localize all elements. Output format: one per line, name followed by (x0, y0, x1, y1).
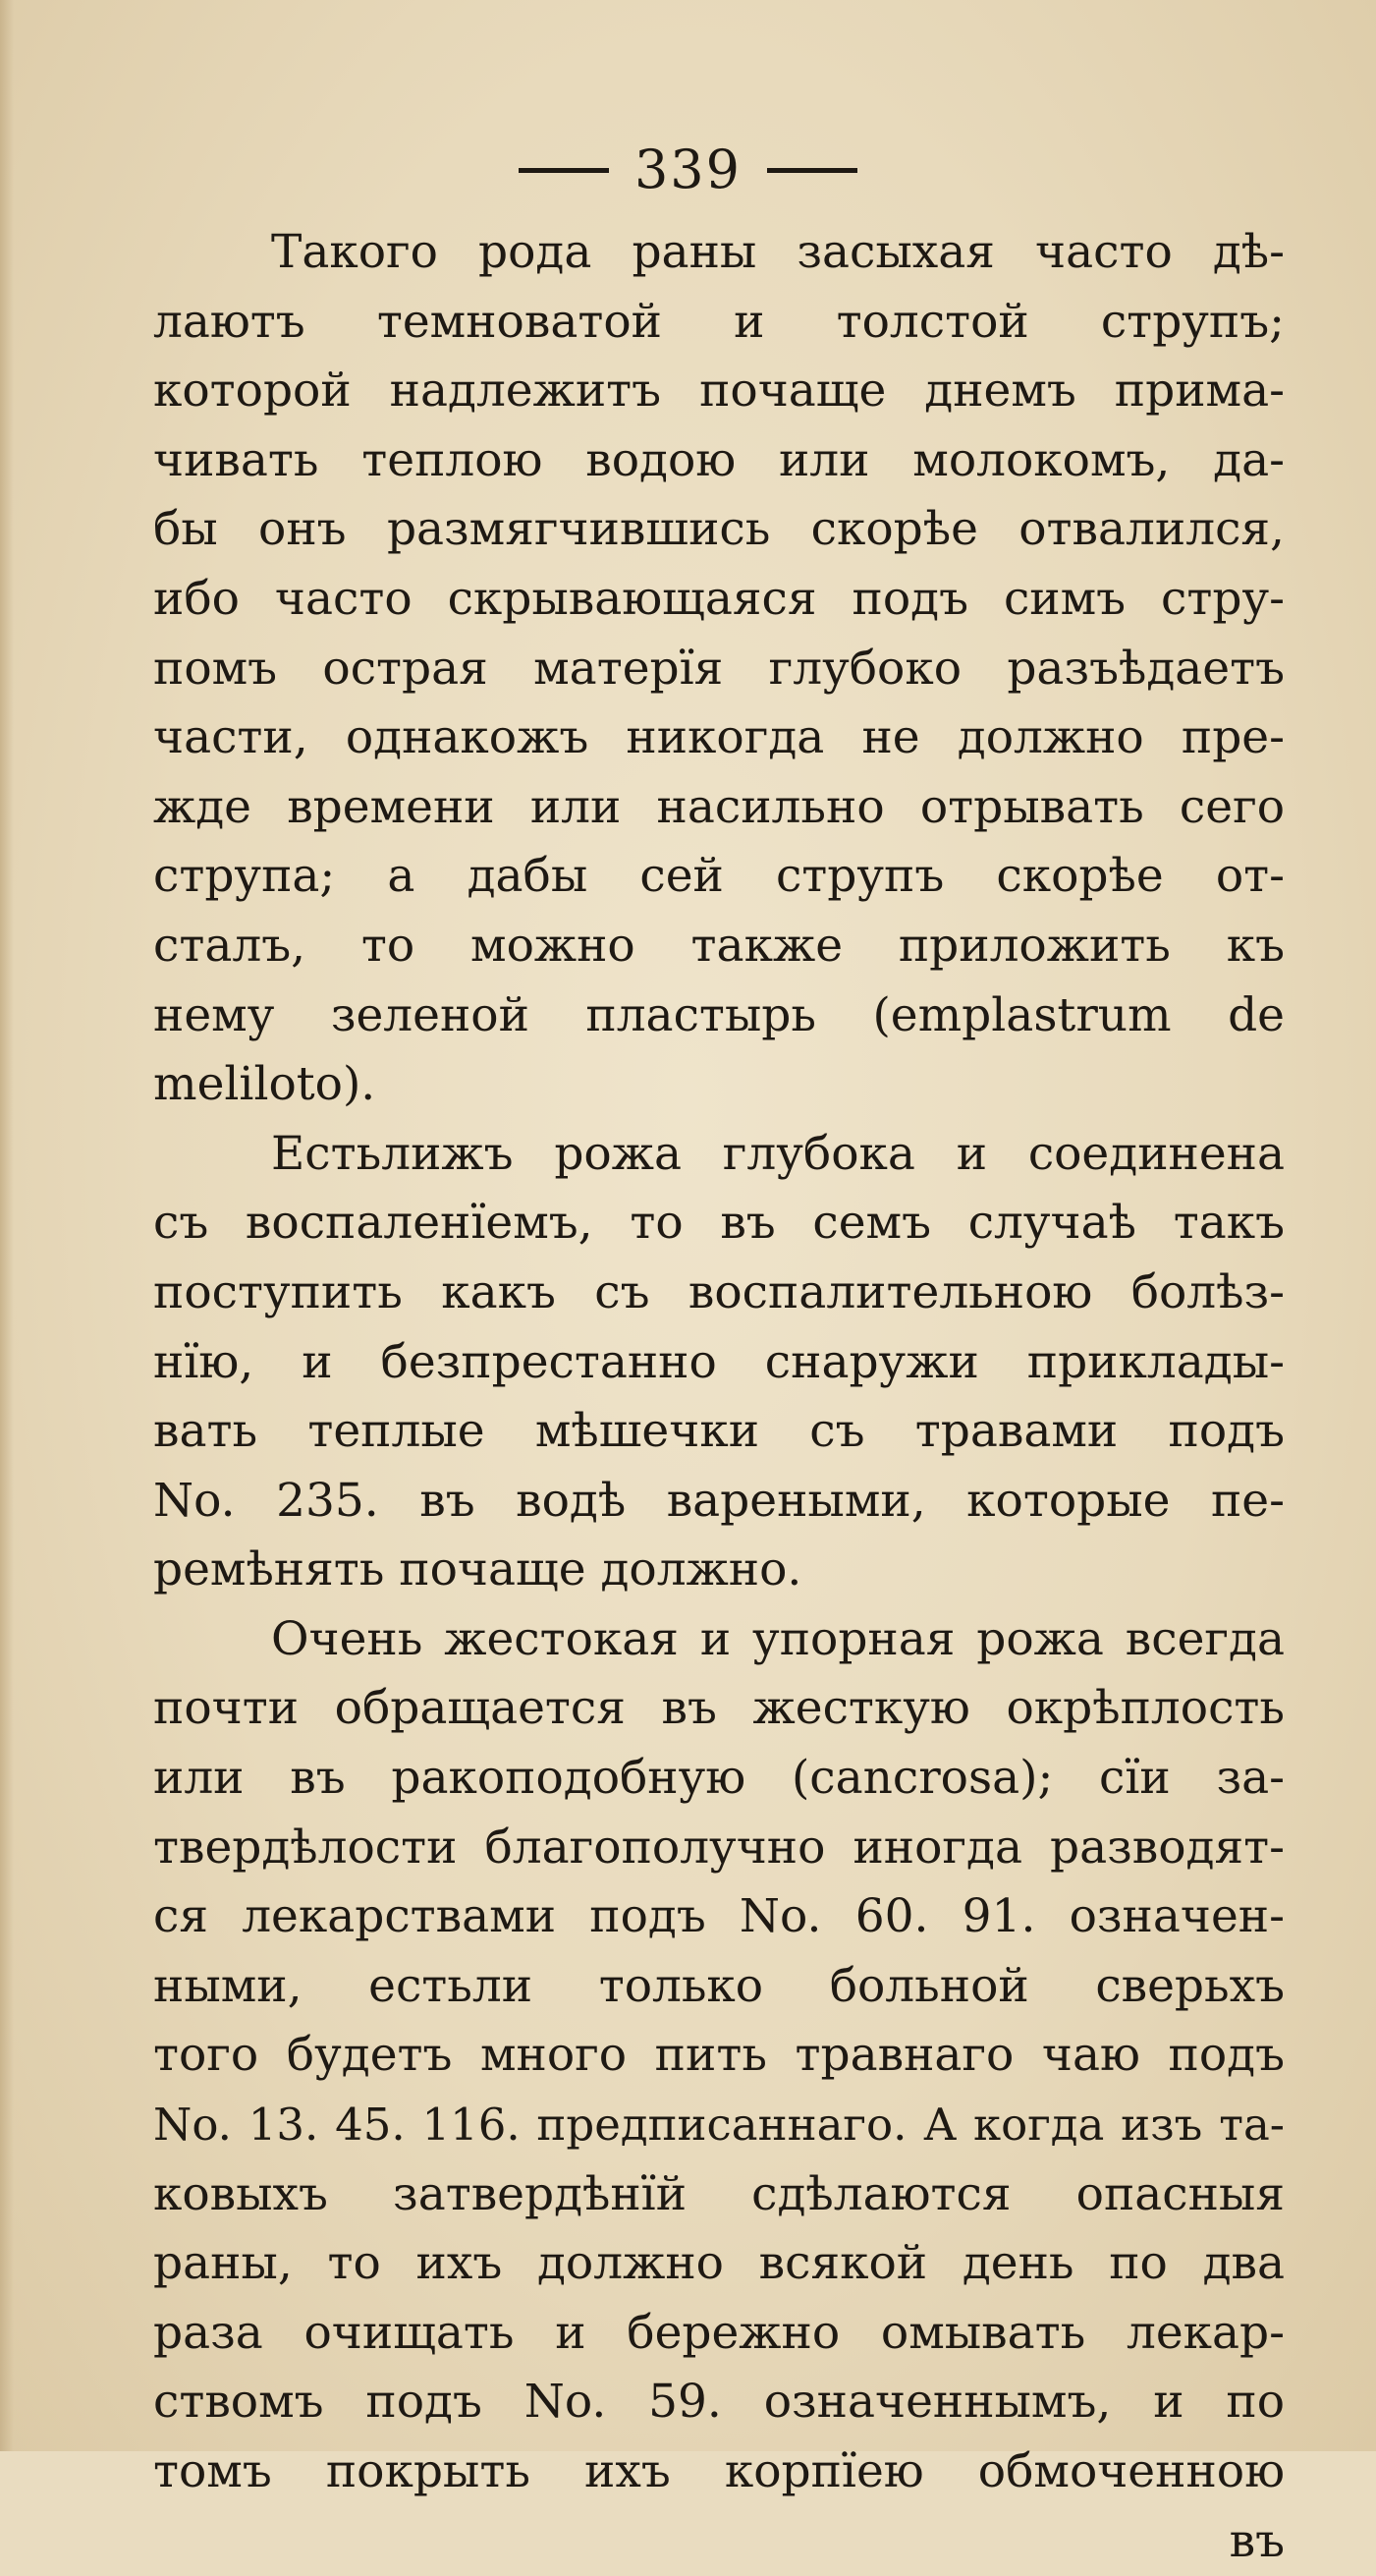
text-line: томъ покрыть ихъ корпїею обмоченною (153, 2444, 1285, 2498)
text-line: No. 235. въ водѣ вареными, которые пе- (153, 1473, 1285, 1528)
text-line: которой надлежитъ почаще днемъ прима- (153, 364, 1285, 419)
text-line: сталъ, то можно также приложить къ (153, 918, 1285, 973)
text-line: раны, то ихъ должно всякой день по два (153, 2236, 1285, 2291)
text-line: meliloto). (153, 1057, 376, 1112)
text-line: ствомъ подъ No. 59. означеннымъ, и по (153, 2375, 1285, 2430)
text-line: твердѣлости благополучно иногда разводят- (153, 1820, 1285, 1875)
text-line: лаютъ темноватой и толстой струпъ; (153, 294, 1285, 349)
text-line: No. 13. 45. 116. предписаннаго. А когда изъ та- (153, 2099, 1285, 2152)
text-line: ковыхъ затвердѣнїй сдѣлаются опасныя (153, 2166, 1285, 2221)
text-line: нему зеленой пластырь (emplastrum de (153, 987, 1285, 1042)
text-line: вать теплые мѣшечки съ травами подъ (153, 1404, 1285, 1459)
text-line: ся лекарствами подъ No. 60. 91. означен- (153, 1889, 1285, 1944)
text-line: струпа; а дабы сей струпъ скорѣе от- (153, 849, 1285, 904)
text-line: ибо часто скрывающаяся подъ симъ стру- (153, 571, 1285, 626)
page-header (0, 136, 1376, 204)
catchword: въ (1229, 2513, 1285, 2568)
text-line: почти обращается въ жесткую окрѣплость (153, 1681, 1285, 1736)
header-dash-left (519, 168, 609, 173)
header-dash-right (767, 168, 857, 173)
text-line: того будетъ много пить травнаго чаю подъ (153, 2028, 1285, 2083)
text-line: ными, естьли только больной сверьхъ (153, 1958, 1285, 2013)
text-line: поступить какъ съ воспалительною болѣз- (153, 1264, 1285, 1319)
text-line: помъ острая матерїя глубоко разъѣдаетъ (153, 641, 1285, 696)
page-edge-shadow (0, 0, 14, 2451)
text-line: чивать теплою водою или молокомъ, да- (153, 432, 1285, 487)
text-line: Естьлижъ рожа глубока и соединена (271, 1126, 1285, 1181)
text-line: или въ ракоподобную (cancrosa); сїи за- (153, 1751, 1285, 1806)
text-line: ремѣнять почаще должно. (153, 1542, 802, 1597)
text-line: бы онъ размягчившись скорѣе отвалился, (153, 502, 1285, 557)
text-line: съ воспаленїемъ, то въ семъ случаѣ такъ (153, 1196, 1285, 1251)
page-number: 339 (633, 139, 743, 200)
text-line: Очень жестокая и упорная рожа всегда (271, 1611, 1285, 1666)
text-line: жде времени или насильно отрывать сего (153, 779, 1285, 834)
text-line: Такого рода раны засыхая часто дѣ- (271, 225, 1285, 279)
text-line: части, однакожъ никогда не должно пре- (153, 710, 1285, 765)
text-line: раза очищать и бережно омывать лекар- (153, 2305, 1285, 2360)
body-text (153, 218, 1285, 2576)
text-line: нїю, и безпрестанно снаружи приклады- (153, 1334, 1285, 1389)
